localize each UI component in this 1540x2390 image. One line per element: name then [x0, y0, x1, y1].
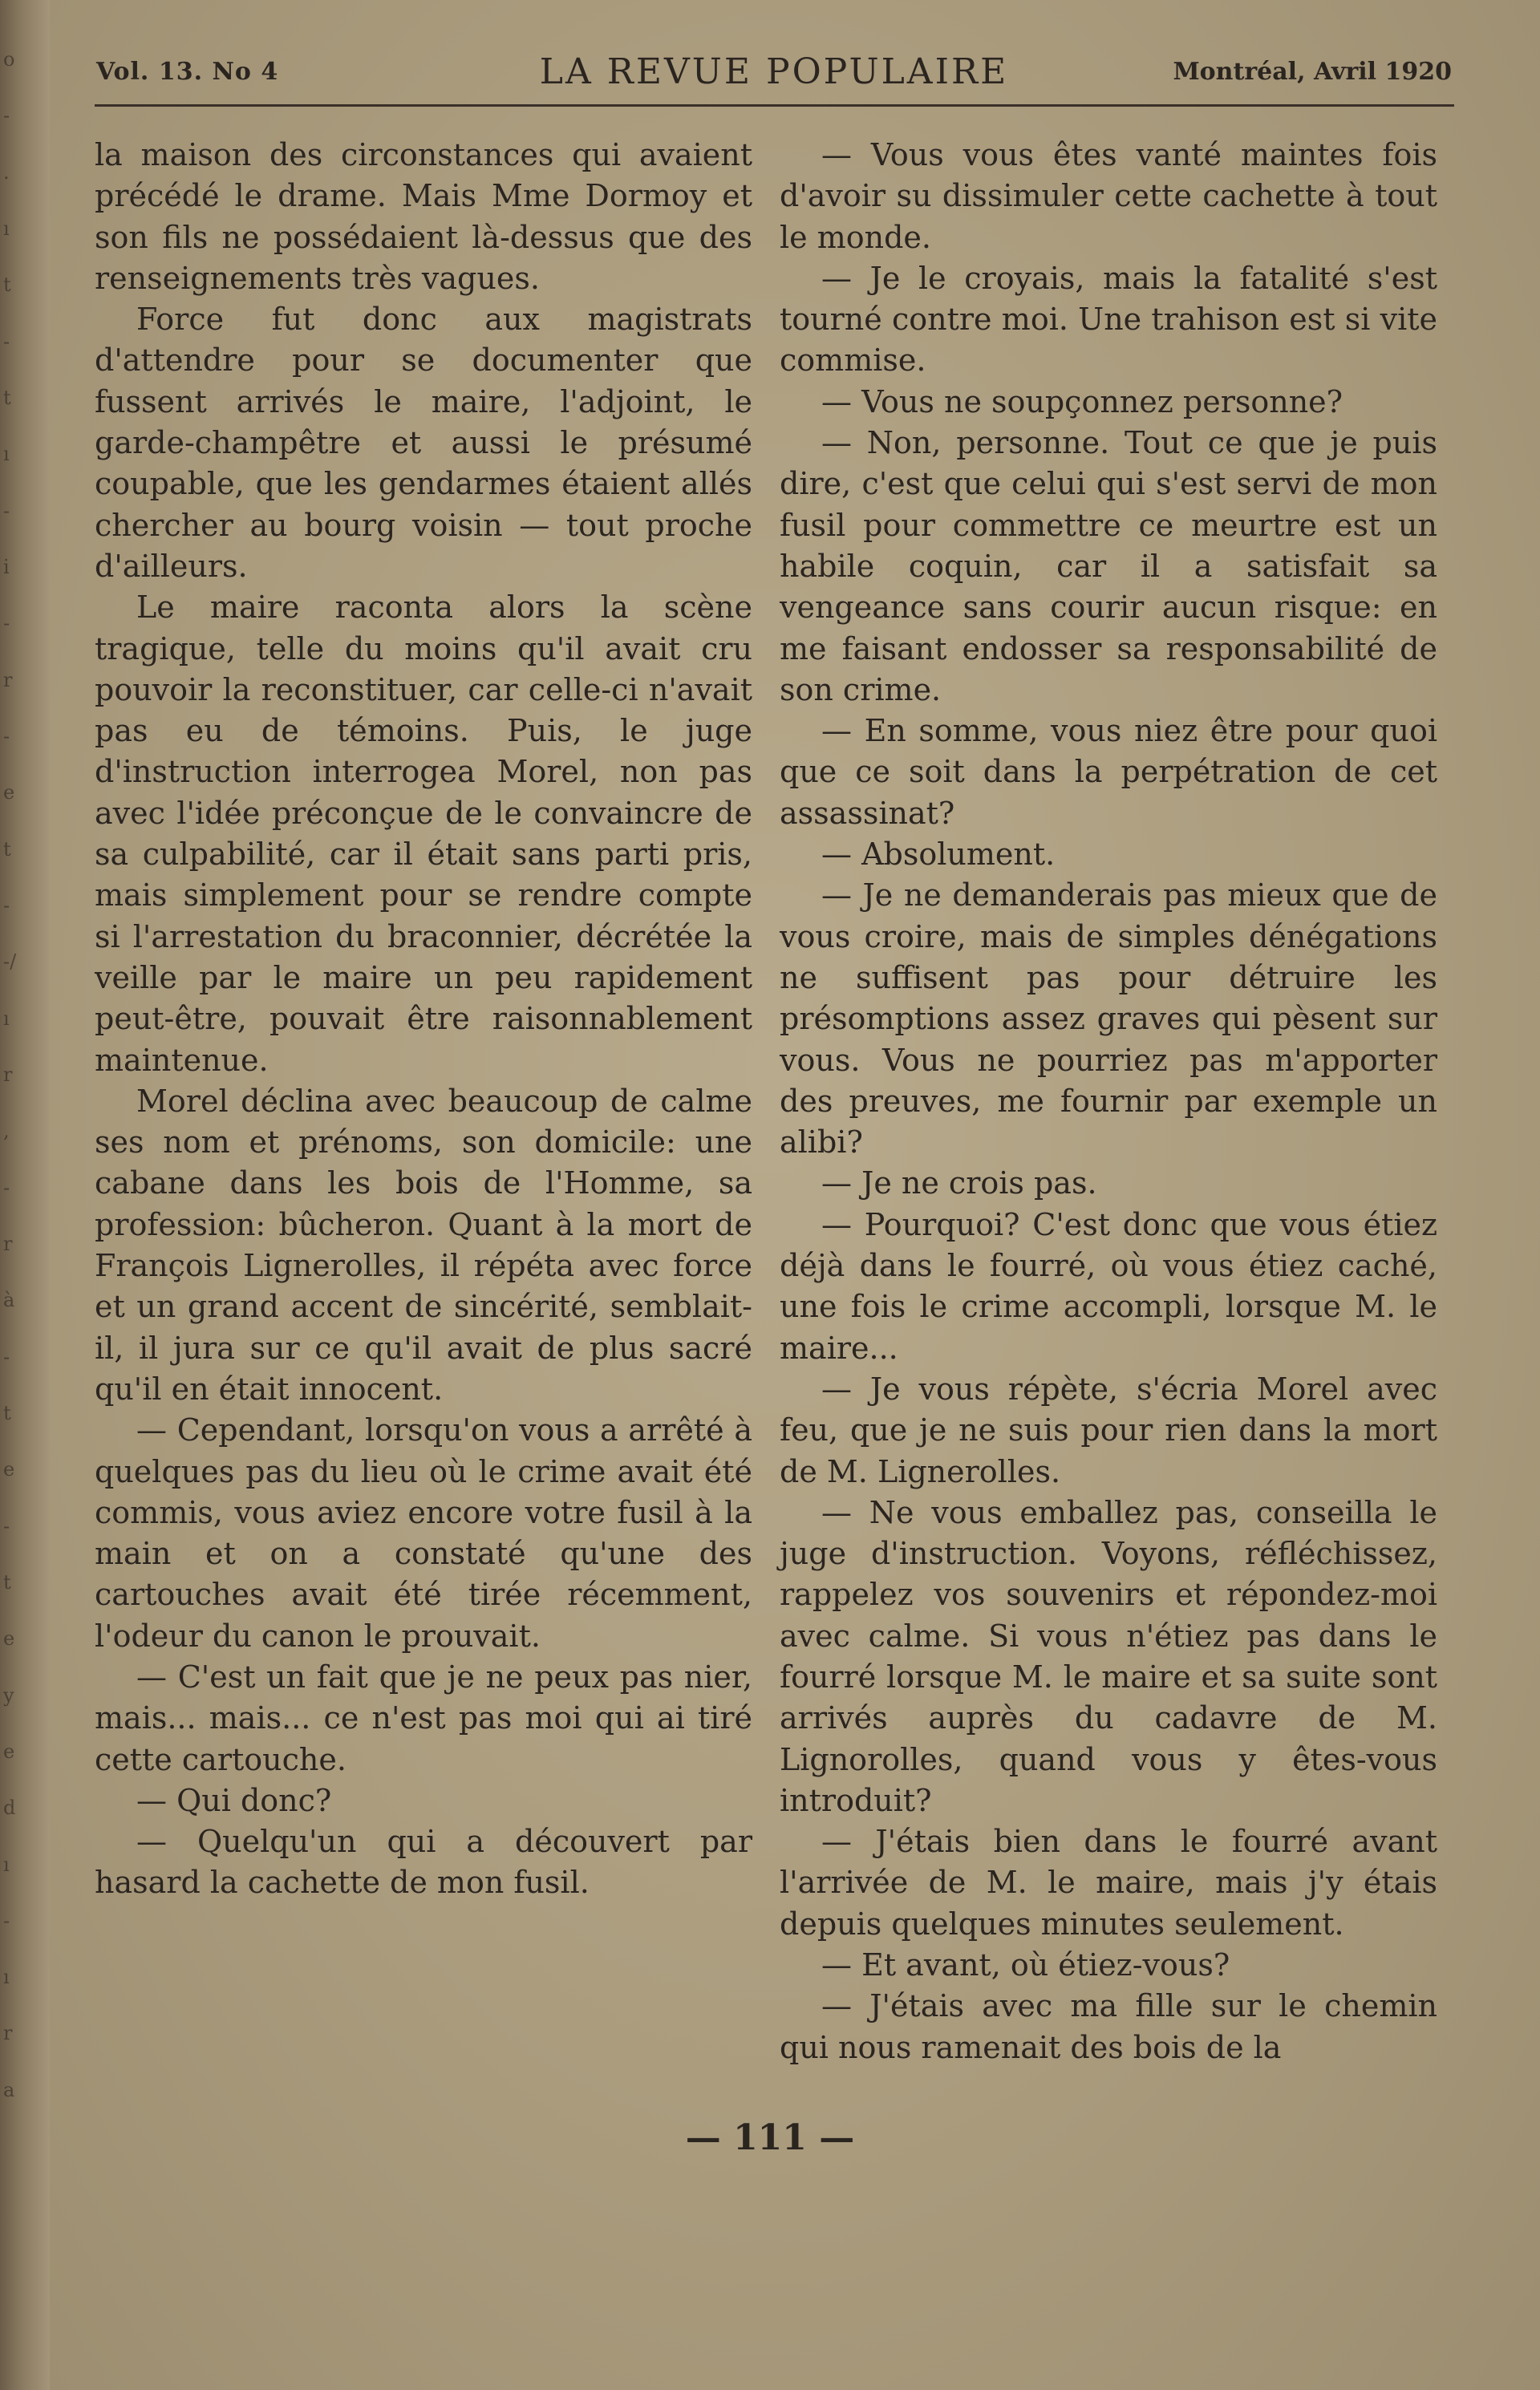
margin-fragment: e	[3, 781, 15, 804]
margin-fragment: -	[3, 1909, 10, 1932]
margin-fragment: -	[3, 1345, 10, 1368]
paragraph: — Vous ne soupçonnez personne?	[821, 383, 1343, 419]
paragraph: — J'étais avec ma fille sur le chemin qui nous ramenait des bois de la	[780, 1988, 1437, 2065]
margin-fragment: ı	[3, 1007, 10, 1030]
volume-number: Vol. 13. No 4	[96, 58, 279, 86]
paragraph: — Absolument.	[821, 836, 1056, 873]
margin-fragment: y	[3, 1683, 14, 1707]
margin-fragment: -	[3, 1514, 10, 1537]
margin-fragment: e	[3, 1740, 15, 1763]
right-text-column	[780, 135, 1437, 2068]
place-and-date: Montréal, Avril 1920	[1173, 58, 1452, 86]
margin-fragment: -	[3, 104, 10, 128]
paragraph: Force fut donc aux magistrats d'attendre pour se documenter que fussent arrivés le maire, l'adjoint, le garde-champêtre et aussi le présumé coupable, que les gendarmes étaient allés chercher au bourg voisin — tout proche d'ailleurs.	[95, 302, 752, 584]
publication-title: LA REVUE POPULAIRE	[539, 51, 1009, 92]
margin-fragment: à	[3, 1289, 15, 1312]
margin-fragment: -	[3, 1176, 10, 1199]
margin-fragment: ı	[3, 217, 10, 240]
margin-fragment: -/	[3, 950, 17, 974]
paragraph: — Je ne demanderais pas mieux que de vous croire, mais de simples dénégations ne suffisent pas pour détruire les présomptions assez graves qui pèsent sur vous. Vous ne pourriez pas m'apporter des preuves, me fournir par exemple un alibi?	[780, 877, 1437, 1161]
margin-fragment: -	[3, 724, 10, 747]
margin-fragment: ı	[3, 1966, 10, 1989]
previous-page-margin-fragments	[3, 48, 27, 2101]
paragraph: — Non, personne. Tout ce que je puis dire, c'est que celui qui s'est servi de mon fusil pour commettre ce meurtre est un habile coquin, car il a satisfait sa vengeance sans courir aucun risque: en me faisant endosser sa responsabilité de son crime.	[780, 425, 1437, 707]
margin-fragment: t	[3, 386, 11, 409]
margin-fragment: i	[3, 555, 10, 578]
margin-fragment: r	[3, 2022, 13, 2045]
margin-fragment: e	[3, 1627, 15, 1651]
margin-fragment: r	[3, 668, 13, 691]
paragraph: — Pourquoi? C'est donc que vous étiez déjà dans le fourré, où vous étiez caché, une fois le crime accompli, lorsque M. le maire...	[780, 1206, 1437, 1366]
margin-fragment: t	[3, 837, 11, 861]
paragraph: — Je ne crois pas.	[821, 1165, 1097, 1201]
margin-fragment: -	[3, 612, 10, 635]
margin-fragment: o	[3, 48, 15, 71]
paragraph: — Quelqu'un qui a découvert par hasard la cachette de mon fusil.	[95, 1824, 752, 1901]
paragraph: la maison des circonstances qui avaient précédé le drame. Mais Mme Dormoy et son fils ne possédaient là-dessus que des renseignements très vagues.	[95, 137, 752, 296]
margin-fragment: -	[3, 893, 10, 917]
margin-fragment: .	[3, 160, 10, 184]
margin-fragment: -	[3, 330, 10, 353]
paragraph: — Qui donc?	[136, 1782, 332, 1818]
margin-fragment: ı	[3, 443, 10, 466]
paragraph: — Je vous répète, s'écria Morel avec feu, que je ne suis pour rien dans la mort de M. Lignerolles.	[780, 1371, 1437, 1489]
margin-fragment: d	[3, 1797, 16, 1820]
margin-fragment: ,	[3, 1120, 10, 1143]
paragraph: — Ne vous emballez pas, conseilla le juge d'instruction. Voyons, réfléchissez, rappelez vos souvenirs et répondez-moi avec calme. Si vous n'étiez pas dans le fourré lorsque M. le maire et sa suite sont arrivés auprès du cadavre de M. Lignorolles, quand vous y êtes-vous introduit?	[780, 1494, 1437, 1818]
paragraph: — C'est un fait que je ne peux pas nier, mais... mais... ce n'est pas moi qui ai tiré cette cartouche.	[95, 1659, 752, 1777]
margin-fragment: -	[3, 499, 10, 522]
left-text-column	[95, 135, 752, 1904]
paragraph: — J'étais bien dans le fourré avant l'arrivée de M. le maire, mais j'y étais depuis quelques minutes seulement.	[780, 1824, 1437, 1942]
header-rule	[95, 104, 1454, 107]
page-number: — 111 —	[685, 2117, 855, 2158]
paragraph: — Cependant, lorsqu'on vous a arrêté à quelques pas du lieu où le crime avait été commis, vous aviez encore votre fusil à la main et on a constaté qu'une des cartouches avait été tirée récemment, l'odeur du canon le prouvait.	[95, 1412, 752, 1654]
paragraph: — Je le croyais, mais la fatalité s'est tourné contre moi. Une trahison est si vite commise.	[780, 260, 1437, 379]
margin-fragment: t	[3, 1570, 11, 1594]
margin-fragment: e	[3, 1458, 15, 1481]
paragraph: — Vous vous êtes vanté maintes fois d'avoir su dissimuler cette cachette à tout le monde.	[780, 137, 1437, 255]
margin-fragment: r	[3, 1063, 13, 1086]
margin-fragment: a	[3, 2078, 15, 2101]
running-header	[96, 51, 1452, 99]
paragraph: — Et avant, où étiez-vous?	[821, 1947, 1230, 1983]
margin-fragment: t	[3, 273, 11, 297]
paragraph: — En somme, vous niez être pour quoi que ce soit dans la perpétration de cet assassinat?	[780, 713, 1437, 831]
margin-fragment: ı	[3, 1853, 10, 1876]
paragraph: Morel déclina avec beaucoup de calme ses nom et prénoms, son domicile: une cabane dans les bois de l'Homme, sa profession: bûcheron. Quant à la mort de François Lignerolles, il répéta avec force et un grand accent de sincérité, semblait-il, il jura sur ce qu'il avait de plus sacré qu'il en était innocent.	[95, 1083, 752, 1407]
margin-fragment: r	[3, 1232, 13, 1255]
margin-fragment: t	[3, 1401, 11, 1424]
paragraph: Le maire raconta alors la scène tragique, telle du moins qu'il avait cru pouvoir la reconstituer, car celle-ci n'avait pas eu de témoins. Puis, le juge d'instruction interrogea Morel, non pas avec l'idée préconçue de le convaincre de sa culpabilité, car il était sans parti pris, mais simplement pour se rendre compte si l'arrestation du braconnier, décrétée la veille par le maire un peu rapidement peut-être, pouvait être raisonnablement maintenue.	[95, 589, 752, 1078]
